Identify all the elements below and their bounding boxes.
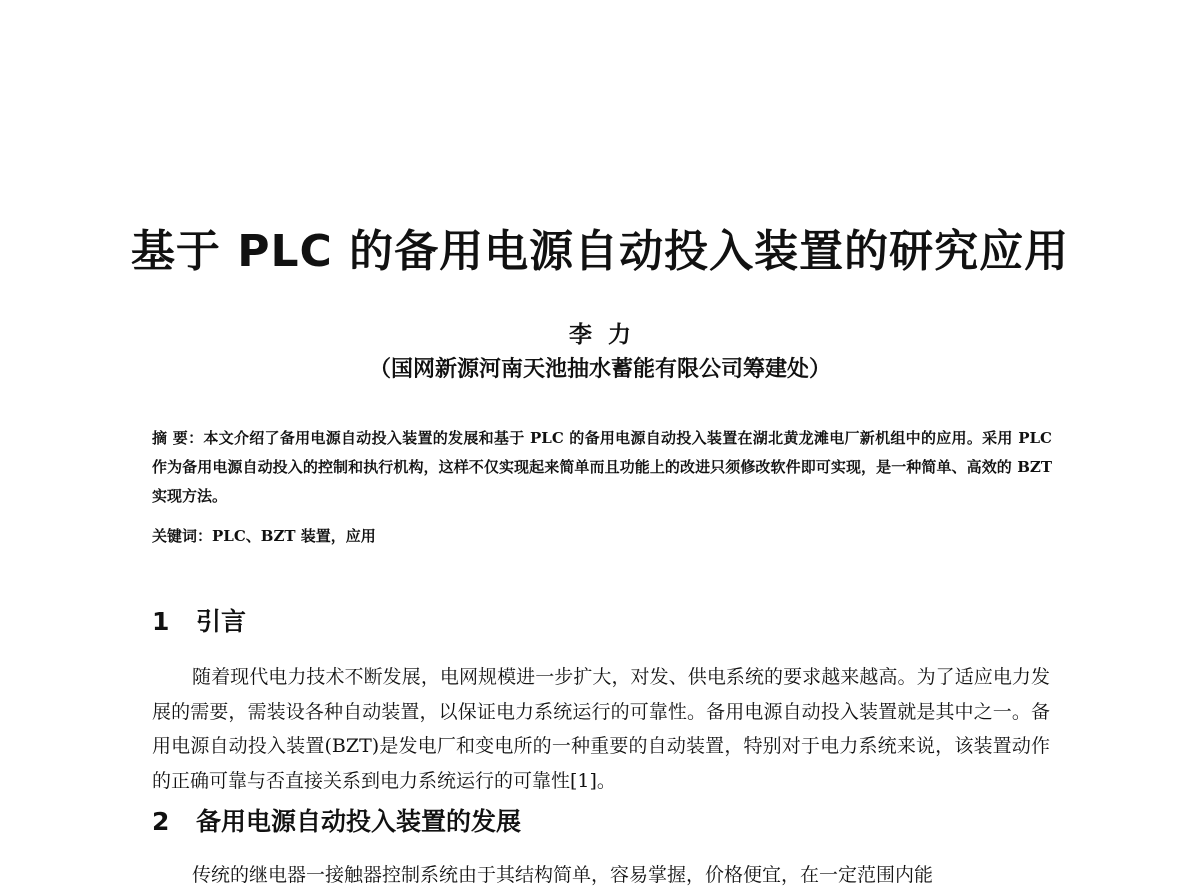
keywords-label: 关键词： [152, 527, 213, 545]
section-heading-development [152, 804, 521, 840]
keywords [152, 522, 1052, 551]
section-number: 2 [152, 807, 170, 836]
abstract-label: 摘 要： [152, 429, 204, 447]
section-title: 备用电源自动投入装置的发展 [196, 807, 522, 836]
abstract [152, 424, 1052, 511]
section-number: 1 [152, 607, 170, 636]
author-affiliation: （国网新源河南天池抽水蓄能有限公司筹建处） [368, 356, 831, 382]
section-paragraph: 随着现代电力技术不断发展，电网规模进一步扩大，对发、供电系统的要求越来越高。为了适应电力发展的需要，需装设各种自动装置，以保证电力系统运行的可靠性。备用电源自动投入装置就是其中之一。备用电源自动投入装置(BZT)是发电厂和变电所的一种重要的自动装置，特别对于电力系统来说，该装置动作的正确可靠与否直接关系到电力系统运行的可靠性[1]。 [152, 666, 1050, 792]
author-name: 李 力 [568, 321, 631, 348]
section-paragraph: 传统的继电器一接触器控制系统由于其结构简单，容易掌握，价格便宜，在一定范围内能 [192, 864, 934, 886]
paper-title: 基于 PLC 的备用电源自动投入装置的研究应用 [130, 226, 1070, 277]
section-heading-introduction [152, 604, 246, 640]
section-title: 引言 [196, 607, 247, 636]
keywords-text: PLC、BZT 装置，应用 [212, 527, 376, 545]
abstract-text: 本文介绍了备用电源自动投入装置的发展和基于 PLC 的备用电源自动投入装置在湖北黄龙滩电厂新机组中的应用。采用 PLC 作为备用电源自动投入的控制和执行机构，这样不仅实现起来简单而且功能上的改进只须修改软件即可实现，是一种简单、高效的 BZT 实现方法。 [152, 429, 1052, 505]
